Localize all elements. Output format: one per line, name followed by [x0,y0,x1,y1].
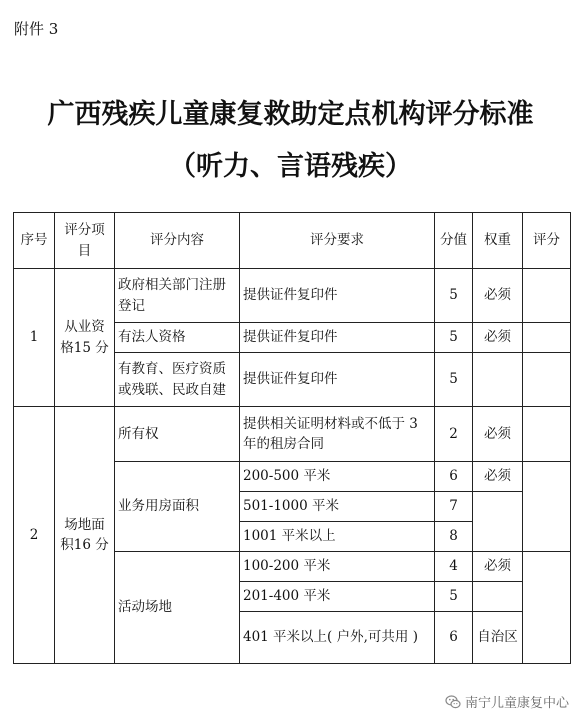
watermark [445,692,569,711]
section1-content: 有法人资格 [115,323,240,353]
section2-seq: 2 [14,407,55,664]
ownership-weight: 必须 [473,407,523,462]
page-subtitle: （听力、言语残疾） [169,151,412,182]
activity-area-score: 6 [435,612,473,664]
activity-area-requirement: 401 平米以上( 户外,可共用 ) [240,612,435,664]
rating-cell[interactable] [523,353,571,407]
section1-seq: 1 [14,269,55,407]
header-rating: 评分 [523,213,571,269]
table-row [14,407,571,462]
header-item: 评分项目 [55,213,115,269]
section2-item: 场地面积16 分 [55,407,115,664]
section1-content: 政府相关部门注册登记 [115,269,240,323]
scoring-table [13,212,571,664]
activity-area-score: 4 [435,552,473,582]
header-weight: 权重 [473,213,523,269]
attachment-label: 附件 3 [14,20,59,38]
header-score: 分值 [435,213,473,269]
rating-cell[interactable] [523,462,571,552]
page-title: 广西残疾儿童康复救助定点机构评分标准 [47,99,534,130]
activity-area-score: 5 [435,582,473,612]
ownership-content: 所有权 [115,407,240,462]
activity-area-weight: 必须 [473,552,523,582]
office-area-requirement: 1001 平米以上 [240,522,435,552]
table-header-row [14,213,571,269]
office-area-content: 业务用房面积 [115,462,240,552]
office-area-requirement: 501-1000 平米 [240,492,435,522]
header-seq: 序号 [14,213,55,269]
wechat-icon [445,694,461,710]
table-row [14,269,571,323]
ownership-score: 2 [435,407,473,462]
rating-cell[interactable] [523,323,571,353]
section1-score: 5 [435,323,473,353]
office-area-weight: 必须 [473,462,523,492]
header-content: 评分内容 [115,213,240,269]
section1-weight: 必须 [473,269,523,323]
office-area-requirement: 200-500 平米 [240,462,435,492]
section1-requirement: 提供证件复印件 [240,353,435,407]
activity-area-requirement: 201-400 平米 [240,582,435,612]
section1-weight [473,353,523,407]
section1-score: 5 [435,353,473,407]
activity-area-content: 活动场地 [115,552,240,664]
activity-area-weight: 自治区 [473,612,523,664]
watermark-text: 南宁儿童康复中心 [464,696,569,711]
rating-cell[interactable] [523,269,571,323]
rating-cell[interactable] [523,407,571,462]
section1-requirement: 提供证件复印件 [240,323,435,353]
section1-item: 从业资格15 分 [55,269,115,407]
section1-requirement: 提供证件复印件 [240,269,435,323]
office-area-score: 8 [435,522,473,552]
header-requirement: 评分要求 [240,213,435,269]
office-area-score: 6 [435,462,473,492]
ownership-requirement: 提供相关证明材料或不低于 3 年的租房合同 [240,407,435,462]
office-area-score: 7 [435,492,473,522]
section1-weight: 必须 [473,323,523,353]
activity-area-requirement: 100-200 平米 [240,552,435,582]
section1-content: 有教育、医疗资质或残联、民政自建 [115,353,240,407]
office-area-weight-empty [473,492,523,552]
activity-area-weight-empty [473,582,523,612]
section1-score: 5 [435,269,473,323]
rating-cell[interactable] [523,552,571,664]
